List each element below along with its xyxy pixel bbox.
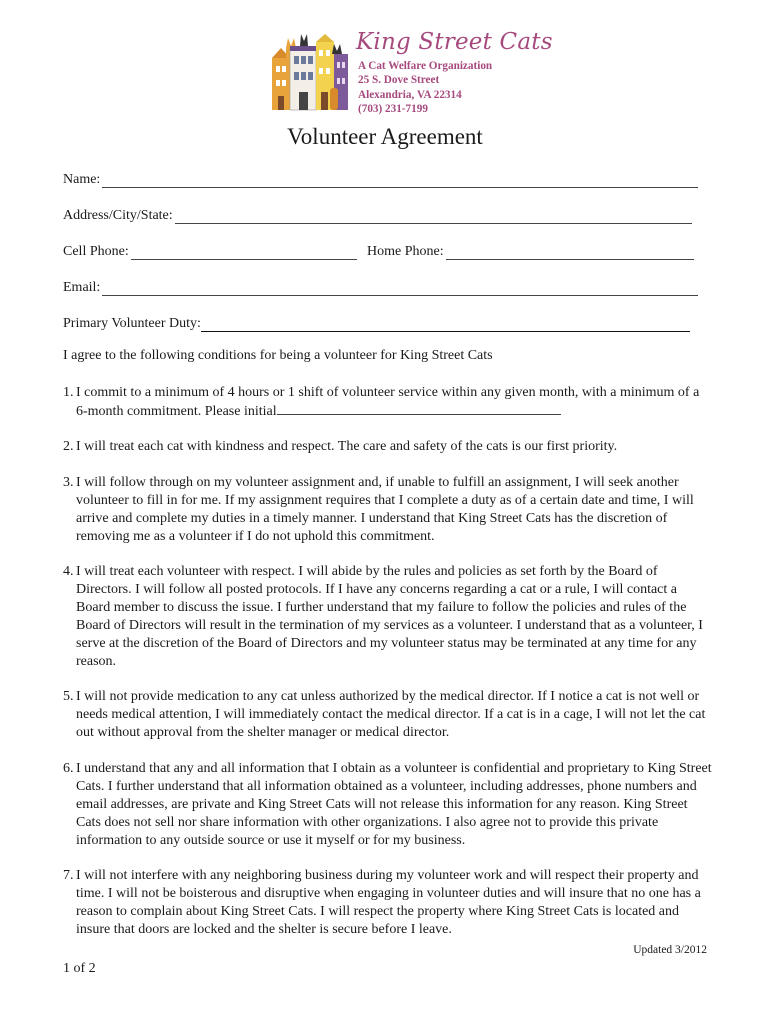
condition-number: 3. (63, 475, 74, 490)
condition-text: I will not provide medication to any cat unless authorized by the medical director. If I notice a cat is not well or needs medical attention, I will immediately contact the medical director. If a cat is in a cage, I will not let the cat out without approval from the shelter manager or medical director. (76, 689, 706, 740)
condition-number: 5. (63, 689, 74, 704)
email-label: Email: (63, 280, 101, 295)
condition-number: 4. (63, 564, 74, 579)
cell-phone-field[interactable] (63, 240, 357, 260)
intro-text: I agree to the following conditions for being a volunteer for King Street Cats (63, 348, 493, 363)
condition-2 (63, 438, 713, 456)
cat-houses-logo-icon (270, 28, 350, 114)
name-input-line[interactable] (102, 172, 698, 188)
duty-label: Primary Volunteer Duty: (63, 316, 201, 331)
condition-5 (63, 688, 713, 742)
condition-1 (63, 384, 713, 421)
condition-text: I understand that any and all information that I obtain as a volunteer is confidential and proprietary to King Street Cats. I further understand that all information obtained as a volunteer, including addresses, phone numbers and email addresses, are private and King Street Cats will not release this information for any reason. King Street Cats does not sell nor share information with other organizations. I also agree not to provide this private information to any outside source or use it myself or for my business. (76, 761, 712, 848)
address-field[interactable] (63, 204, 692, 224)
name-label: Name: (63, 172, 101, 187)
home-phone-field[interactable] (367, 240, 694, 260)
org-address-block (358, 59, 492, 117)
condition-number: 2. (63, 439, 74, 454)
condition-3 (63, 474, 713, 546)
updated-date: Updated 3/2012 (633, 944, 707, 956)
condition-number: 1. (63, 385, 74, 400)
cell-phone-label: Cell Phone: (63, 244, 129, 259)
org-name: King Street Cats (356, 29, 553, 55)
duty-field[interactable] (63, 312, 690, 332)
condition-number: 7. (63, 868, 74, 883)
org-tagline: A Cat Welfare Organization (358, 60, 493, 72)
condition-text-wrap (76, 384, 713, 421)
email-field[interactable] (63, 276, 698, 296)
address-input-line[interactable] (175, 208, 692, 224)
name-field[interactable] (63, 168, 698, 188)
org-city: Alexandria, VA 22314 (358, 88, 462, 101)
page-number: 1 of 2 (63, 961, 96, 976)
condition-text: I commit to a minimum of 4 hours or 1 shift of volunteer service within any given month, with a minimum of a 6-month commitment. Please initial (76, 385, 700, 419)
condition-text: I will treat each cat with kindness and respect. The care and safety of the cats is our first priority. (76, 439, 618, 454)
condition-number: 6. (63, 761, 74, 776)
condition-text: I will treat each volunteer with respect. I will abide by the rules and policies as set forth by the Board of Directors. I will follow all posted protocols. If I have any concerns regarding a cat or a rule, I will contact a Board member to discuss the issue. I further understand that my failure to follow the policies and rules of the Board of Directors will result in the termination of my services as a volunteer. I understand that as a volunteer, I serve at the discretion of the Board of Directors and my volunteer status may be terminated at any time for any reason. (76, 564, 703, 669)
duty-input-line[interactable] (201, 316, 690, 332)
email-input-line[interactable] (102, 280, 698, 296)
org-phone: (703) 231-7199 (358, 103, 428, 116)
home-phone-label: Home Phone: (367, 244, 444, 259)
condition-7 (63, 867, 713, 939)
org-street: 25 S. Dove Street (358, 74, 440, 87)
address-label: Address/City/State: (63, 208, 173, 223)
home-phone-input-line[interactable] (446, 244, 694, 260)
condition-6 (63, 760, 713, 850)
cell-phone-input-line[interactable] (131, 244, 357, 260)
condition-4 (63, 563, 713, 671)
page-title: Volunteer Agreement (287, 124, 483, 149)
initial-input-line[interactable] (277, 402, 561, 415)
condition-text: I will follow through on my volunteer assignment and, if unable to fulfill an assignment, I will seek another volunteer to fill in for me. If my assignment requires that I complete a duty as of a certain date and time, I will arrive and complete my duties in a timely manner. I understand that King Street Cats has the discretion of removing me as a volunteer if I do not uphold this commitment. (76, 475, 694, 544)
condition-text: I will not interfere with any neighboring business during my volunteer work and will respect their property and time. I will not be boisterous and disruptive when engaging in volunteer duties and will insure that no one has a reason to complain about King Street Cats. I will respect the property where King Street Cats is located and insure that doors are locked and the shelter is secure before I leave. (76, 868, 701, 937)
